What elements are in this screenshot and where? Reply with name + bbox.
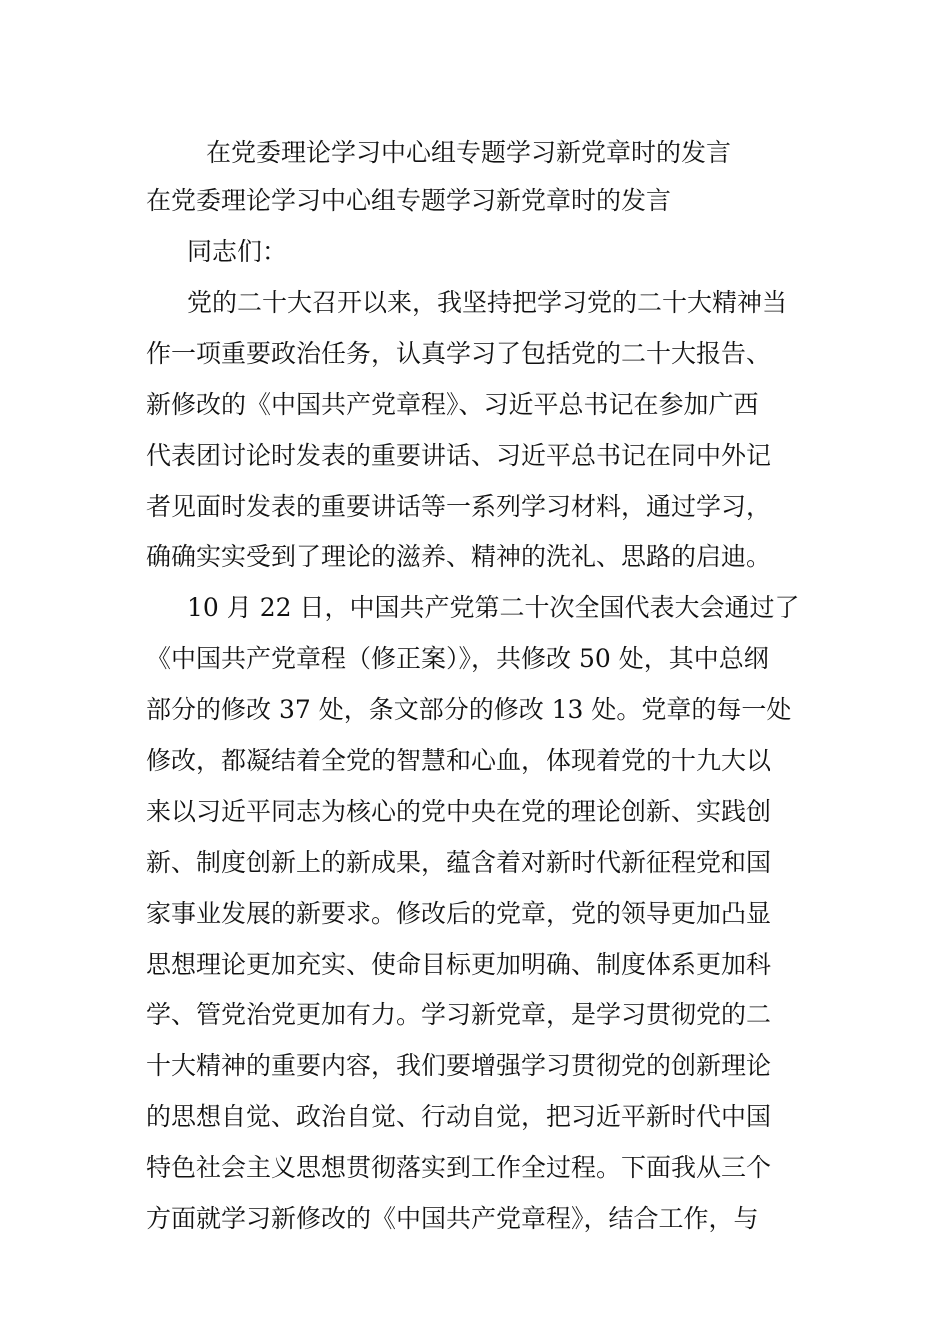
paragraph-2-line-6: 新、制度创新上的新成果，蕴含着对新时代新征程党和国	[146, 847, 772, 877]
paragraph-2-line-1: 10 月 22 日，中国共产党第二十次全国代表大会通过了	[187, 593, 800, 623]
paragraph-1-line-5: 者见面时发表的重要讲话等一系列学习材料，通过学习，	[146, 491, 772, 521]
greeting: 同志们：	[187, 237, 288, 266]
paragraph-2-line-9: 学、管党治党更加有力。学习新党章，是学习贯彻党的二	[146, 1000, 772, 1030]
paragraph-1-line-1: 党的二十大召开以来，我坚持把学习党的二十大精神当	[187, 288, 788, 317]
paragraph-2-line-8: 思想理论更加充实、使命目标更加明确、制度体系更加科	[146, 949, 772, 979]
document-title: 在党委理论学习中心组专题学习新党章时的发言	[206, 138, 732, 167]
paragraph-2-line-10: 十大精神的重要内容，我们要增强学习贯彻党的创新理论	[146, 1051, 772, 1081]
paragraph-2-line-5: 来以习近平同志为核心的党中央在党的理论创新、实践创	[146, 796, 772, 826]
paragraph-2-line-12: 特色社会主义思想贯彻落实到工作全过程。下面我从三个	[146, 1153, 772, 1183]
paragraph-2-line-11: 的思想自觉、政治自觉、行动自觉，把习近平新时代中国	[146, 1102, 772, 1132]
paragraph-1-line-2: 作一项重要政治任务，认真学习了包括党的二十大报告、	[146, 338, 772, 368]
paragraph-1-line-3: 新修改的《中国共产党章程》、习近平总书记在参加广西	[146, 389, 759, 419]
paragraph-2-line-2: 《中国共产党章程（修正案）》，共修改 50 处，其中总纲	[146, 644, 769, 674]
paragraph-1-line-4: 代表团讨论时发表的重要讲话、习近平总书记在同中外记	[146, 440, 772, 470]
paragraph-2-line-13: 方面就学习新修改的《中国共产党章程》，结合工作，与	[146, 1204, 759, 1234]
document-body	[146, 278, 816, 1245]
paragraph-2-line-4: 修改，都凝结着全党的智慧和心血，体现着党的十九大以	[146, 746, 772, 776]
paragraph-1-line-6: 确确实实受到了理论的滋养、精神的洗礼、思路的启迪。	[146, 542, 772, 572]
paragraph-2-line-7: 家事业发展的新要求。修改后的党章，党的领导更加凸显	[146, 898, 772, 928]
document-subtitle: 在党委理论学习中心组专题学习新党章时的发言	[146, 186, 672, 215]
paragraph-2-line-3: 部分的修改 37 处，条文部分的修改 13 处。党章的每一处	[146, 695, 792, 725]
